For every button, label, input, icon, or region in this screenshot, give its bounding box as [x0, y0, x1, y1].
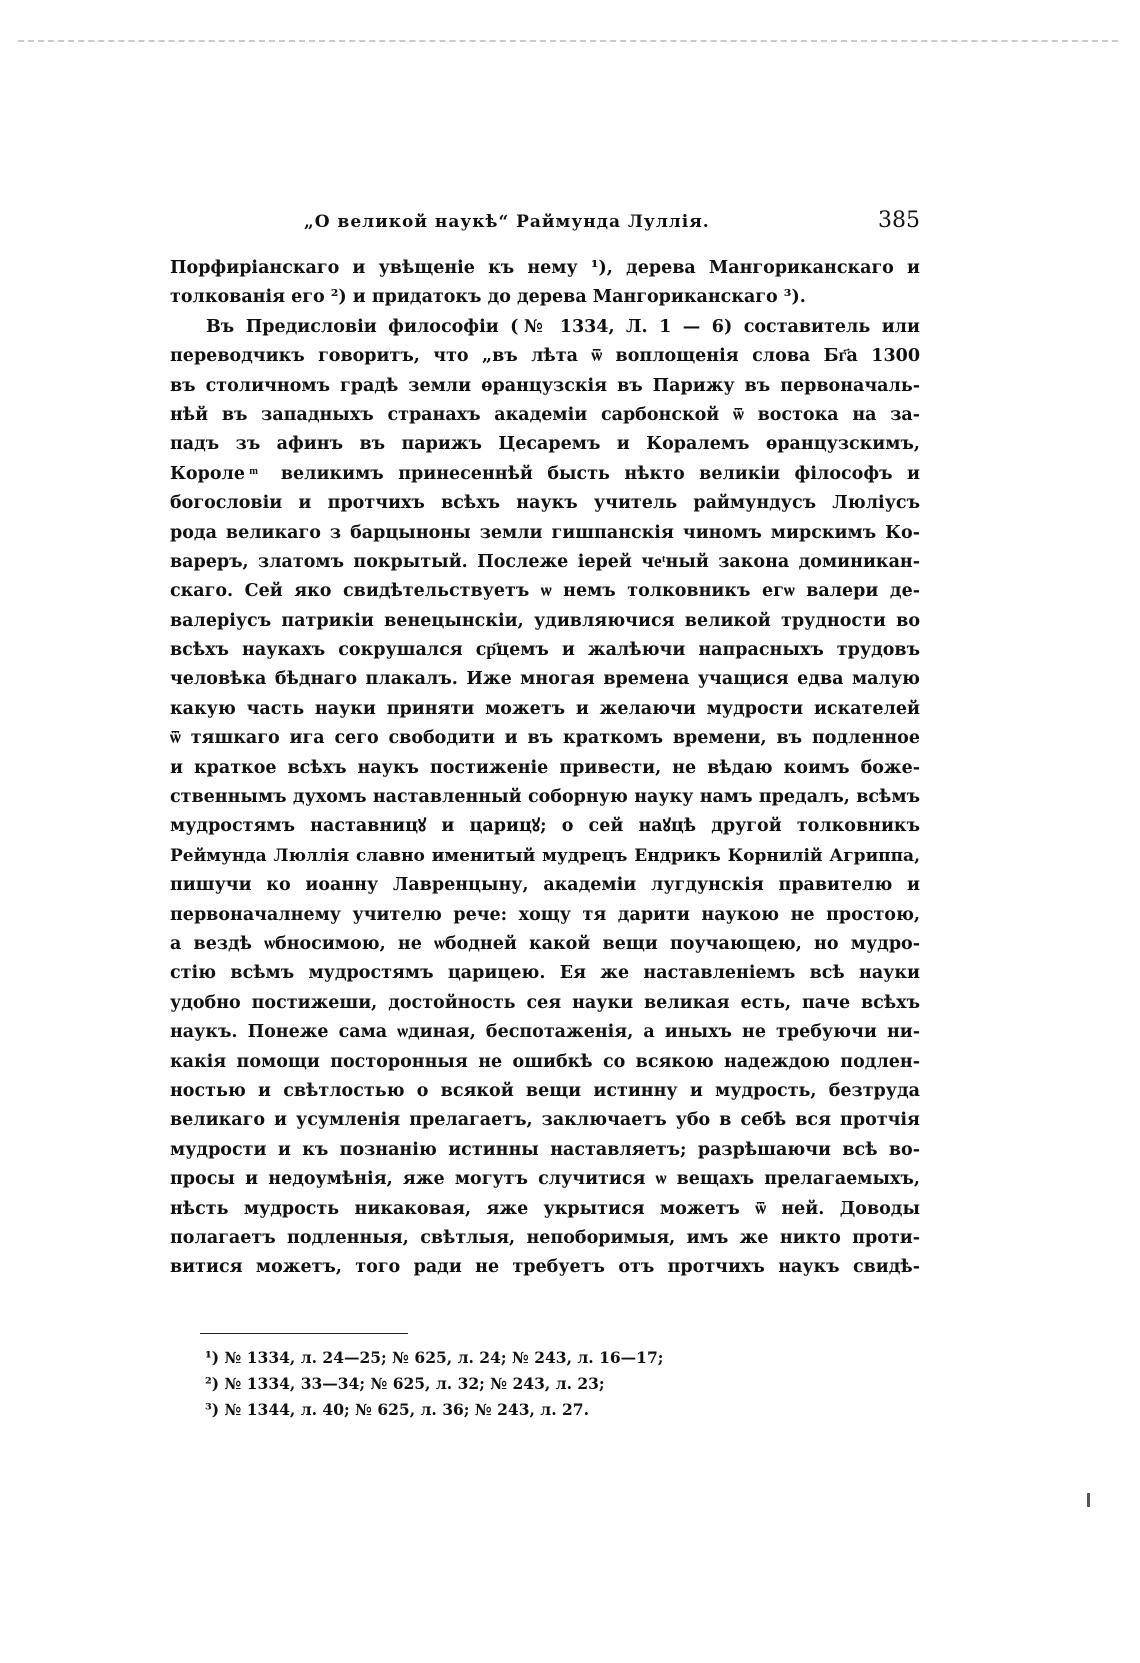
text-line: мудростямъ наставницꙋ и царицꙋ; о сей наꙋцѣ другой толковникъ	[170, 816, 920, 837]
text-line: нѣй въ западныхъ странахъ академіи сарбонской ѿ востока на за-	[170, 404, 920, 425]
text-line: полагаетъ подленныя, свѣтлыя, непоборимыя, имъ же никто проти-	[170, 1227, 920, 1248]
footnotes	[205, 1345, 805, 1423]
text-line: ностью и свѣтлостью о всякой вещи истинну и мудрость, безтруда	[170, 1080, 920, 1101]
body-text	[170, 254, 920, 1283]
text-line: Короле ͫ великимъ принесеннѣй бысть нѣкто великіи філософъ и	[170, 463, 920, 484]
text-line: Порфиріанскаго и увѣщеніе къ нему ¹), дерева Мангориканскаго и	[170, 258, 920, 278]
text-line: витися можетъ, того ради не требуетъ отъ протчихъ наукъ свидѣ-	[170, 1257, 920, 1278]
footnote: ¹) № 1334, л. 24—25; № 625, л. 24; № 243, л. 16—17;	[205, 1348, 664, 1367]
text-line: просы и недоумѣнія, яже могутъ случитися ѡ вещахъ прелагаемыхъ,	[170, 1169, 920, 1190]
text-line: ѿ тяшкаго ига сего свободити и въ краткомъ времени, въ подленное	[170, 728, 920, 749]
text-line: мудрости и къ познанію истинны наставляетъ; разрѣшаючи всѣ во-	[170, 1139, 920, 1160]
text-line: валеріусъ патрикіи венецынскіи, удивляючися великой трудности во	[170, 610, 920, 631]
text-line: богословіи и протчихъ всѣхъ наукъ учитель раймундусъ Люліусъ	[170, 493, 920, 514]
running-head	[170, 208, 920, 238]
text-line: наукъ. Понеже сама ѡдиная, беспотаженія, а иныхъ не требуючи ни-	[170, 1022, 920, 1043]
text-line: ственнымъ духомъ наставленный соборную науку намъ предалъ, всѣмъ	[170, 787, 920, 808]
text-line: какую часть науки приняти можетъ и желаючи мудрости искателей	[170, 698, 920, 719]
text-line: переводчикъ говоритъ, что „въ лѣта ѿ воплощенія слова Бг҃а 1300	[170, 346, 920, 367]
page-number: 385	[878, 208, 920, 233]
text-line: толкованія его ²) и придатокъ до дерева Мангориканскаго ³).	[170, 287, 806, 308]
text-line: а вездѣ ѡбносимою, не ѡбодней какой вещи поучающею, но мудро-	[170, 933, 920, 954]
margin-mark	[1087, 1493, 1090, 1507]
footnote: ²) № 1334, 33—34; № 625, л. 32; № 243, л. 23;	[205, 1374, 605, 1393]
text-line: стію всѣмъ мудростямъ царицею. Ея же наставленіемъ всѣ науки	[170, 963, 920, 984]
text-line: Въ Предисловіи философіи (№ 1334, Л. 1 — 6) составитель или	[206, 316, 920, 337]
scan-edge-line	[18, 40, 1118, 42]
text-line: какія помощи посторонныя не ошибкѣ со всякою надеждою подлен-	[170, 1051, 920, 1072]
footnote: ³) № 1344, л. 40; № 625, л. 36; № 243, л. 27.	[205, 1400, 589, 1419]
text-line: вареръ, златомъ покрытый. Послеже іерей чеͭный закона доминикан-	[170, 551, 920, 572]
footnote-rule	[200, 1333, 408, 1334]
text-line: великаго и усумленія прелагаетъ, заключаетъ убо в себѣ вся протчія	[170, 1110, 920, 1131]
text-line: первоначалнему учителю рече: хощу тя дарити наукою не простою,	[170, 904, 920, 925]
text-line: въ столичномъ градѣ земли ѳранцузскія въ Парижу въ первоначаль-	[170, 375, 920, 396]
text-line: пишучи ко иоанну Лаврeнцыну, академіи лугдунскія правителю и	[170, 875, 920, 896]
text-line: удобно постижеши, достойность сея науки великая есть, паче всѣхъ	[170, 992, 920, 1013]
text-line: нѣсть мудрость никаковая, яже укрытися можетъ ѿ ней. Доводы	[170, 1198, 920, 1219]
text-line: всѣхъ наукахъ сокрушался ср҃цемъ и жалѣючи напрасныхъ трудовъ	[170, 640, 920, 661]
text-line: человѣка бѣднаго плакалъ. Иже многая времена учащися едва малую	[170, 669, 920, 690]
text-line: рода великаго з барцыноны земли гишпанскія чиномъ мирскимъ Ко-	[170, 522, 920, 543]
text-line: падъ зъ афинъ въ парижъ Цесаремъ и Коралемъ ѳранцузскимъ,	[170, 434, 920, 455]
text-line: и краткое всѣхъ наукъ постиженіе привести, не вѣдаю коимъ боже-	[170, 757, 920, 778]
text-line: Реймунда Люллія славно именитый мудрецъ Ендрикъ Корнилій Агриппа,	[170, 845, 920, 866]
text-line: скаго. Сей яко свидѣтельствуетъ ѡ немъ толковникъ егѡ валери де-	[170, 581, 920, 602]
running-title: „О великой наукѣ“ Раймунда Луллія.	[304, 212, 710, 232]
